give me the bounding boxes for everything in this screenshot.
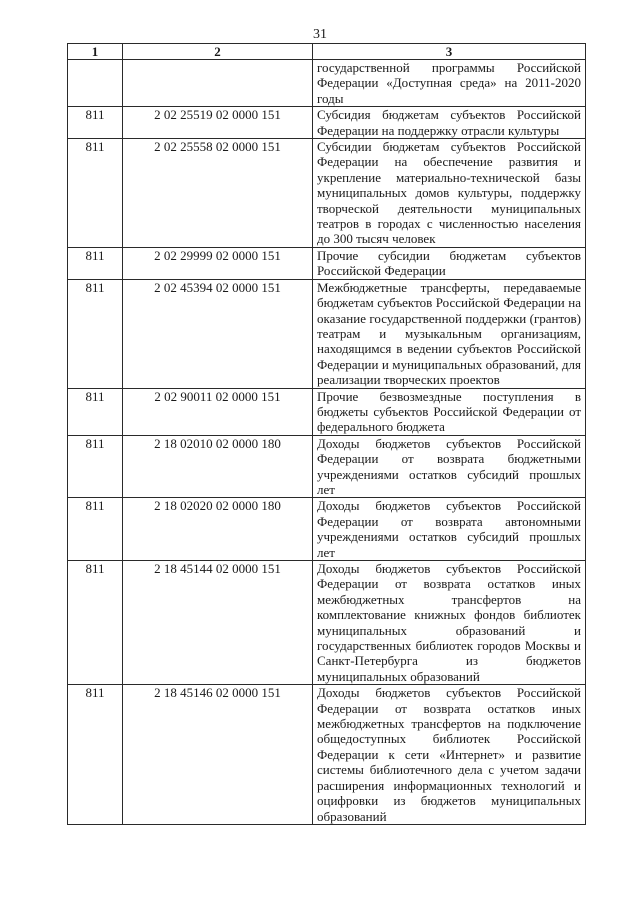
budget-code: 2 02 90011 02 0000 151 [123,388,313,435]
table-row [68,247,586,279]
admin-code: 811 [68,247,123,279]
revenue-description: Субсидия бюджетам субъектов Российской Федерации на поддержку отрасли культуры [313,107,586,139]
admin-code: 811 [68,498,123,561]
table-row [68,561,586,685]
table-row [68,685,586,825]
revenue-description: государственной программы Российской Федерации «Доступная среда» на 2011-2020 годы [313,60,586,107]
table-row [68,498,586,561]
table-row [68,435,586,498]
budget-code: 2 02 29999 02 0000 151 [123,247,313,279]
table-row [68,60,586,107]
budget-code: 2 02 25519 02 0000 151 [123,107,313,139]
admin-code: 811 [68,107,123,139]
table-row [68,139,586,248]
revenue-description: Доходы бюджетов субъектов Российской Федерации от возврата автономными учреждениями остатков субсидий прошлых лет [313,498,586,561]
admin-code: 811 [68,435,123,498]
budget-code: 2 18 45146 02 0000 151 [123,685,313,825]
revenue-description: Прочие безвозмездные поступления в бюджеты субъектов Российской Федерации от федерального бюджета [313,388,586,435]
table-row [68,279,586,388]
budget-code: 2 02 25558 02 0000 151 [123,139,313,248]
header-col-1: 1 [68,44,123,60]
revenue-description: Межбюджетные трансферты, передаваемые бюджетам субъектов Российской Федерации на оказание государственной поддержки (грантов) театрам и музыкальным организациям, находящимся в ведении субъектов Российской Федерации и муниципальных образований, для реализации творческих проектов [313,279,586,388]
revenue-description: Доходы бюджетов субъектов Российской Федерации от возврата остатков иных межбюджетных трансфертов на подключение общедоступных библиотек Российской Федерации к сети «Интернет» и развитие системы библиотечного дела с учетом задачи расширения информационных технологий и оцифровки из бюджетов муниципальных образований [313,685,586,825]
table-row [68,388,586,435]
admin-code [68,60,123,107]
table-row [68,107,586,139]
budget-code [123,60,313,107]
admin-code: 811 [68,139,123,248]
header-row [68,44,586,60]
header-col-2: 2 [123,44,313,60]
budget-code: 2 18 02010 02 0000 180 [123,435,313,498]
page-number: 31 [313,27,327,42]
budget-code: 2 02 45394 02 0000 151 [123,279,313,388]
revenue-description: Прочие субсидии бюджетам субъектов Российской Федерации [313,247,586,279]
admin-code: 811 [68,279,123,388]
revenue-description: Доходы бюджетов субъектов Российской Федерации от возврата остатков иных межбюджетных трансфертов на комплектование книжных фондов библиотек муниципальных образований и государственных библиотек городов Москвы и Санкт-Петербурга из бюджетов муниципальных образований [313,561,586,685]
admin-code: 811 [68,561,123,685]
revenue-table [67,43,586,825]
budget-code: 2 18 02020 02 0000 180 [123,498,313,561]
revenue-description: Субсидии бюджетам субъектов Российской Федерации на обеспечение развития и укрепление материально-технической базы муниципальных домов культуры, поддержку творческой деятельности муниципальных театров в городах с численностью населения до 300 тысяч человек [313,139,586,248]
admin-code: 811 [68,685,123,825]
admin-code: 811 [68,388,123,435]
revenue-description: Доходы бюджетов субъектов Российской Федерации от возврата бюджетными учреждениями остатков субсидий прошлых лет [313,435,586,498]
header-col-3: 3 [313,44,586,60]
budget-code: 2 18 45144 02 0000 151 [123,561,313,685]
